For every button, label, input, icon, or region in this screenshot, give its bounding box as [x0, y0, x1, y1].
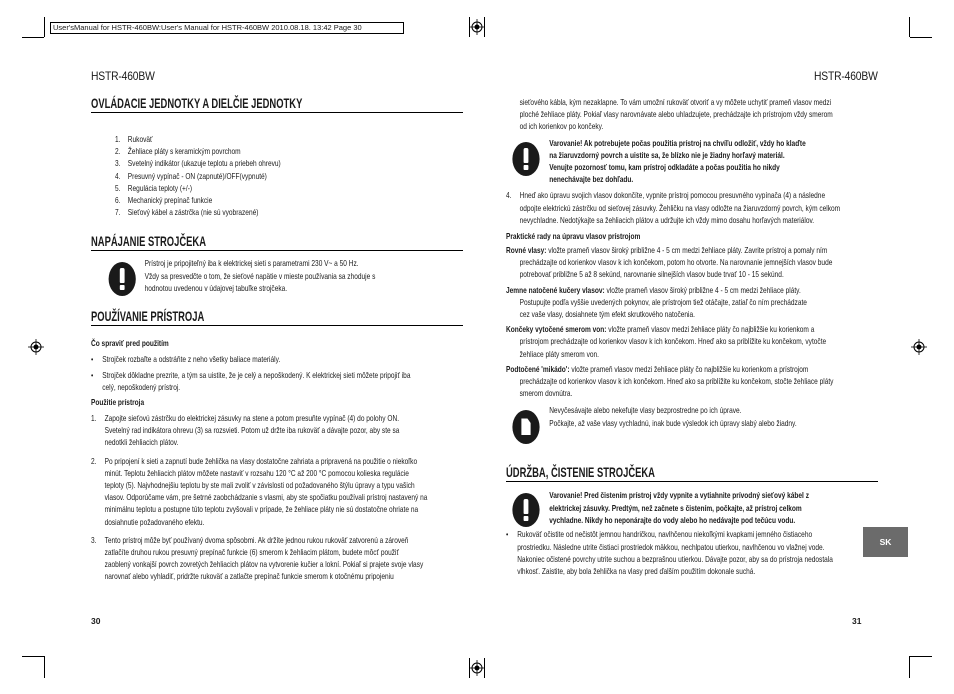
- continued-text: [520, 97, 878, 134]
- parts-list: [115, 134, 463, 219]
- text-line: celý, nepoškodený prístroj.: [102, 382, 181, 392]
- note-text: [549, 405, 796, 429]
- prep-bullets: [91, 354, 463, 394]
- tip-line: prístrojom prechádzajte od korienkov vlasov k ich končekom. Hneď ako sa priblížite ku končekom, vytočte: [519, 337, 827, 347]
- step-4: [506, 190, 878, 227]
- text-line: vlasov. Odporúčame vám, pre šetrné zaobchádzanie s vlasmi, aby ste spočiatku používali prístroj nastavený na: [104, 493, 428, 503]
- text-line: elektrickej zásuvky. Predtým, než začnete s čistením, počkajte, až prístroj celkom: [549, 503, 802, 513]
- text-line: nevychladne. Nedotýkajte sa žehliacich plátov a udržujte ich vždy mimo dosahu horľavých materiálov.: [519, 215, 815, 225]
- usage-step: [91, 413, 463, 450]
- text-line: narovnať alebo vyhladiť, pridržte rukoväť a zatlačte prepínač funkcie smerom k otočnému pripojeniu: [104, 572, 394, 582]
- step-number: 3.: [91, 535, 97, 545]
- step-4-text: [520, 190, 841, 227]
- text-line: Strojček rozbaľte a odstráňte z neho všetky baliace materiály.: [102, 355, 281, 365]
- crop-mark: [910, 656, 932, 657]
- crop-mark: [44, 17, 45, 37]
- tip-line: prechádzajte od korienkov vlasov k ich končekom, potom ho otvorte. Na narovnanie jemnejších vlasov bude: [519, 258, 833, 268]
- model-header-left: HSTR-460BW: [91, 69, 155, 83]
- use-heading: Použitie prístroja: [91, 398, 145, 408]
- text-line: teploty (5). Najvhodnejšiu teplotu by ste mali zvoliť v závislosti od požadovaného štýlu úpravy a typu vašich: [104, 481, 415, 491]
- text-line: vlhkosť. Zaistite, aby bola žehlička na vlasy pred ďalším použitím dokonale suchá.: [517, 567, 756, 577]
- right-page: [506, 95, 878, 578]
- part-label: Rukoväť: [127, 135, 153, 144]
- part-item: [115, 158, 463, 170]
- model-header-right: HSTR-460BW: [814, 69, 878, 83]
- text-line: nenechávajte bez dohľadu.: [549, 175, 634, 185]
- part-label: Žehliace pláty s keramickým povrchom: [127, 147, 241, 157]
- crop-mark: [909, 17, 910, 37]
- text-line: Prístroj je pripojiteľný iba k elektrickej sieti s parametrami 230 V~ a 50 Hz.: [144, 259, 359, 269]
- prep-heading: Čo spraviť pred použitím: [91, 339, 169, 349]
- note-icon: [512, 410, 539, 444]
- tip-line: žehliace pláty smerom von.: [519, 349, 599, 359]
- part-label: Svetelný indikátor (ukazuje teplotu a priebeh ohrevu): [127, 159, 281, 169]
- text-line: Varovanie! Ak potrebujete počas použitia prístroj na chvíľu odložiť, vždy ho klaďte: [549, 138, 806, 148]
- warning-box-2: [506, 492, 878, 527]
- text-line: sieťového kábla, kým nezaklapne. To vám umožní rukoväť otvoriť a vy môžete uchytiť prameň vlasov medzi: [519, 98, 832, 107]
- warning-text-2: [549, 490, 809, 527]
- tip-line: Končeky vytočené smerom von: vložte prameň vlasov medzi žehliace pláty čo najbližšie ku korienkom a: [506, 325, 815, 335]
- crop-mark: [22, 656, 44, 657]
- tip-line: cez vaše vlasy, dosiahnete tým efekt skrutkového natočenia.: [519, 310, 695, 320]
- tip-label: Končeky vytočené smerom von:: [506, 325, 607, 335]
- text-line: Počkajte, až vaše vlasy vychladnú, inak bude výsledok ich úpravy slabý alebo žiadny.: [549, 418, 797, 428]
- tip-label: Rovné vlasy:: [506, 246, 547, 256]
- part-number: 1.: [115, 135, 121, 144]
- text-line: nedotkli žehliacich plátov.: [104, 438, 179, 448]
- part-label: Mechanický prepínač funkcie: [127, 196, 213, 206]
- text-line: Nevyčesávajte alebo nekefujte vlasy bezprostredne po ich úprave.: [549, 406, 742, 416]
- warning-icon: [512, 142, 539, 176]
- text-line: dosiahnutie požadovaného efektu.: [104, 517, 205, 527]
- tips-heading: Praktické rady na úpravu vlasov prístrojom: [506, 232, 641, 242]
- crop-mark: [910, 37, 932, 38]
- part-item: [115, 171, 463, 183]
- section-title-use: POUŽÍVANIE PRÍSTROJA: [91, 308, 463, 326]
- part-label: Regulácia teploty (+/-): [127, 183, 193, 193]
- usage-step: [91, 535, 463, 584]
- warning-icon: [512, 493, 539, 527]
- usage-step: [91, 456, 463, 529]
- tip-line: Jemne natočené kučery vlasov: vložte prameň vlasov široký približne 4 - 5 cm medzi žehliace pláty.: [506, 285, 801, 295]
- part-item: [115, 207, 463, 219]
- part-item: [115, 146, 463, 158]
- text-line: zaoblený vonkajší povrch zovretých žehliacich plátov na vytvorenie kučier a lokní. Pokiaľ si prajete svoje vlasy: [104, 560, 424, 570]
- tip-block: [506, 285, 878, 322]
- text-line: Zapojte sieťovú zástrčku do elektrickej zásuvky na stene a potom presuňte vypínač (4) do polohy ON.: [104, 414, 400, 424]
- prep-bullet: • Strojček rozbaľte a odstráňte z neho všetky baliace materiály.: [91, 354, 463, 366]
- part-number: 2.: [115, 147, 121, 157]
- text-line: Varovanie! Pred čistením prístroj vždy vypnite a vytiahnite prívodný sieťový kábel z: [549, 491, 809, 501]
- tip-line: Rovné vlasy: vložte prameň vlasov široký približne 4 - 5 cm medzi žehliace pláty. Zavrite prístroj a pomaly ním: [506, 246, 828, 256]
- tip-line: smerom dovnútra.: [519, 389, 573, 399]
- prep-bullet: • Strojček dôkladne prezrite, a tým sa uistite, že je celý a nepoškodený. K elektrickej sieti môžete pripojiť iba celý, nepoškodený prístroj.: [91, 370, 463, 394]
- text-line: prostriedku. Následne utrite čistiaci prostriedok mäkkou, nechlpatou utierkou, navlhčenou vo vlažnej vode.: [517, 542, 825, 552]
- registration-mark-icon: [469, 660, 485, 676]
- part-number: 3.: [115, 159, 121, 169]
- section-title-controls: OVLÁDACIE JEDNOTKY A DIELČIE JEDNOTKY: [91, 95, 463, 113]
- text-line: Svetelný rad indikátora ohrevu (3) sa rozsvieti. Potom už držte iba rukoväť a dávajte pozor, aby ste sa: [104, 426, 400, 436]
- part-number: 5.: [115, 183, 121, 193]
- text-line: Nakoniec očistené povrchy utrite suchou a bezprašnou utierkou. Dávajte pozor, aby sa do prístroja nedostala: [517, 554, 833, 564]
- part-number: 4.: [115, 171, 121, 181]
- text-line: Venujte pozornosť tomu, kam prístroj odkladáte a počas použitia ho nikdy: [549, 163, 780, 173]
- warning-text-1: [549, 138, 806, 187]
- tip-line: prechádzajte od korienkov vlasov k ich končekom. Hneď ako sa priblížite ku končekom, stočte žehliace pláty: [519, 377, 834, 387]
- tip-line: Podtočené 'mikádo': vložte prameň vlasov medzi žehliace pláty čo najbližšie ku korienkom a prístrojom: [506, 364, 809, 374]
- section-title-power: NAPÁJANIE STROJČEKA: [91, 233, 463, 251]
- warning-icon: [109, 262, 136, 296]
- crop-mark: [22, 37, 44, 38]
- crop-mark: [909, 656, 910, 678]
- step-number: 4.: [506, 191, 512, 201]
- tip-line: Postupujte podľa vyššie uvedených pokynov, ale prístrojom tiež otáčajte, zatiaľ čo ním prechádzate: [519, 297, 807, 307]
- text-line: hodnotou uvedenou v údajovej tabuľke strojčeka.: [144, 283, 288, 293]
- text-line: Rukoväť očistite od nečistôt jemnou handričkou, navlhčenou niekoľkými kvapkami jemného čistiaceho: [517, 530, 813, 540]
- text-line: ploché žehliace pláty. Pokiaľ vlasy narovnávate alebo uhladzujete, prechádzajte ich prístrojom vždy smerom: [519, 110, 833, 120]
- usage-steps: [91, 413, 463, 584]
- tip-block: [506, 245, 878, 282]
- text-line: minimálnu teplotu a postupne túto teplotu zvyšovali v prípade, že žehliace pláty nie sú dostatočne ohriate na: [104, 505, 419, 515]
- part-label: Sieťový kábel a zástrčka (nie sú vyobrazené): [127, 208, 259, 218]
- text-line: na žiaruvzdorný povrch a uistite sa, že blízko nie je žiadny horľavý materiál.: [549, 150, 785, 160]
- text-line: vychladne. Nikdy ho neponárajte do vody alebo ho nedávajte pod tečúcu vodu.: [549, 515, 796, 525]
- power-text: [145, 258, 376, 295]
- cleaning-bullet: • Rukoväť očistite od nečistôt jemnou handričkou, navlhčenou niekoľkými kvapkami jemného čistiaceho prostriedku. Následne utrite čistiaci prostriedok mäkkou, nechlpatou utierkou, navlhčenou vo vlažnej vode. Nakoniec očistené povrchy utrite suchou a bezprašnou utierkou. Dávajte pozor, aby sa do prístroja nedostala vlhkosť. Zaistite, aby bola žehlička na vlasy pred ďalším použitím dokonale suchá.: [506, 529, 878, 578]
- text-line: zatlačíte druhou rukou presuvný prepínač funkcie (6) smerom k žehliacim plátom, budete môcť použiť: [104, 548, 399, 558]
- step-number: 2.: [91, 456, 97, 466]
- warning-box-1: [506, 138, 878, 187]
- text-line: Hneď ako úpravu svojich vlasov dokončíte, vypnite prístroj pomocou presuvného vypínača (4) a následne: [519, 191, 826, 201]
- text-line: odpojte elektrickú zástrčku od sieťovej zásuvky. Žehličku na vlasy odložte na žiaruvzdorný povrch, kým celkom: [519, 203, 841, 213]
- page-number-left: 30: [91, 616, 101, 626]
- section-title-maintenance: ÚDRŽBA, ČISTENIE STROJČEKA: [506, 464, 878, 482]
- text-line: od ich korienkov po končeky.: [519, 122, 604, 132]
- part-label: Presuvný vypínač - ON (zapnuté)/OFF(vypnuté): [127, 171, 267, 181]
- text-line: minút. Teplotu žehliacich plátov môžete nastaviť v rozsahu 120 °C až 200 °C pomocou kolieska regulácie: [104, 468, 409, 478]
- print-slug: User'sManual for HSTR-460BW:User's Manual for HSTR-460BW 2010.08.18. 13:42 Page 30: [50, 22, 404, 34]
- text-line: Vždy sa presvedčte o tom, že sieťové napätie v mieste používania sa zhoduje s: [144, 271, 376, 281]
- tip-label: Podtočené 'mikádo':: [506, 364, 570, 374]
- part-number: 7.: [115, 208, 121, 218]
- power-warning: [91, 260, 463, 296]
- note-box: [506, 406, 878, 444]
- part-item: [115, 134, 463, 146]
- part-item: [115, 183, 463, 195]
- tip-block: [506, 364, 878, 401]
- part-number: 6.: [115, 196, 121, 206]
- language-tab: SK: [863, 527, 908, 557]
- cleaning-text: [517, 529, 833, 578]
- styling-tips: [506, 245, 878, 400]
- part-item: [115, 195, 463, 207]
- tip-line: potrebovať približne 5 až 8 sekúnd, narovnanie silnejších vlasov bude trvať 10 - 15 sekúnd.: [519, 270, 784, 280]
- text-line: Po pripojení k sieti a zapnutí bude žehlička na vlasy dostatočne zahriata a pripravená na použitie o niekoľko: [104, 456, 418, 466]
- text-line: Tento prístroj môže byť používaný dvoma spôsobmi. Ak držíte jednou rukou rukoväť zatvorenú a zároveň: [104, 535, 409, 545]
- registration-mark-icon: [469, 19, 485, 35]
- step-number: 1.: [91, 414, 97, 424]
- left-page: [91, 95, 463, 590]
- crop-mark: [44, 656, 45, 678]
- tip-label: Jemne natočené kučery vlasov:: [506, 285, 605, 295]
- page-number-right: 31: [852, 616, 862, 626]
- tip-block: [506, 324, 878, 361]
- registration-mark-icon: [911, 339, 927, 355]
- registration-mark-icon: [28, 339, 44, 355]
- text-line: Strojček dôkladne prezrite, a tým sa uistite, že je celý a nepoškodený. K elektrickej sieti môžete pripojiť iba: [102, 370, 411, 380]
